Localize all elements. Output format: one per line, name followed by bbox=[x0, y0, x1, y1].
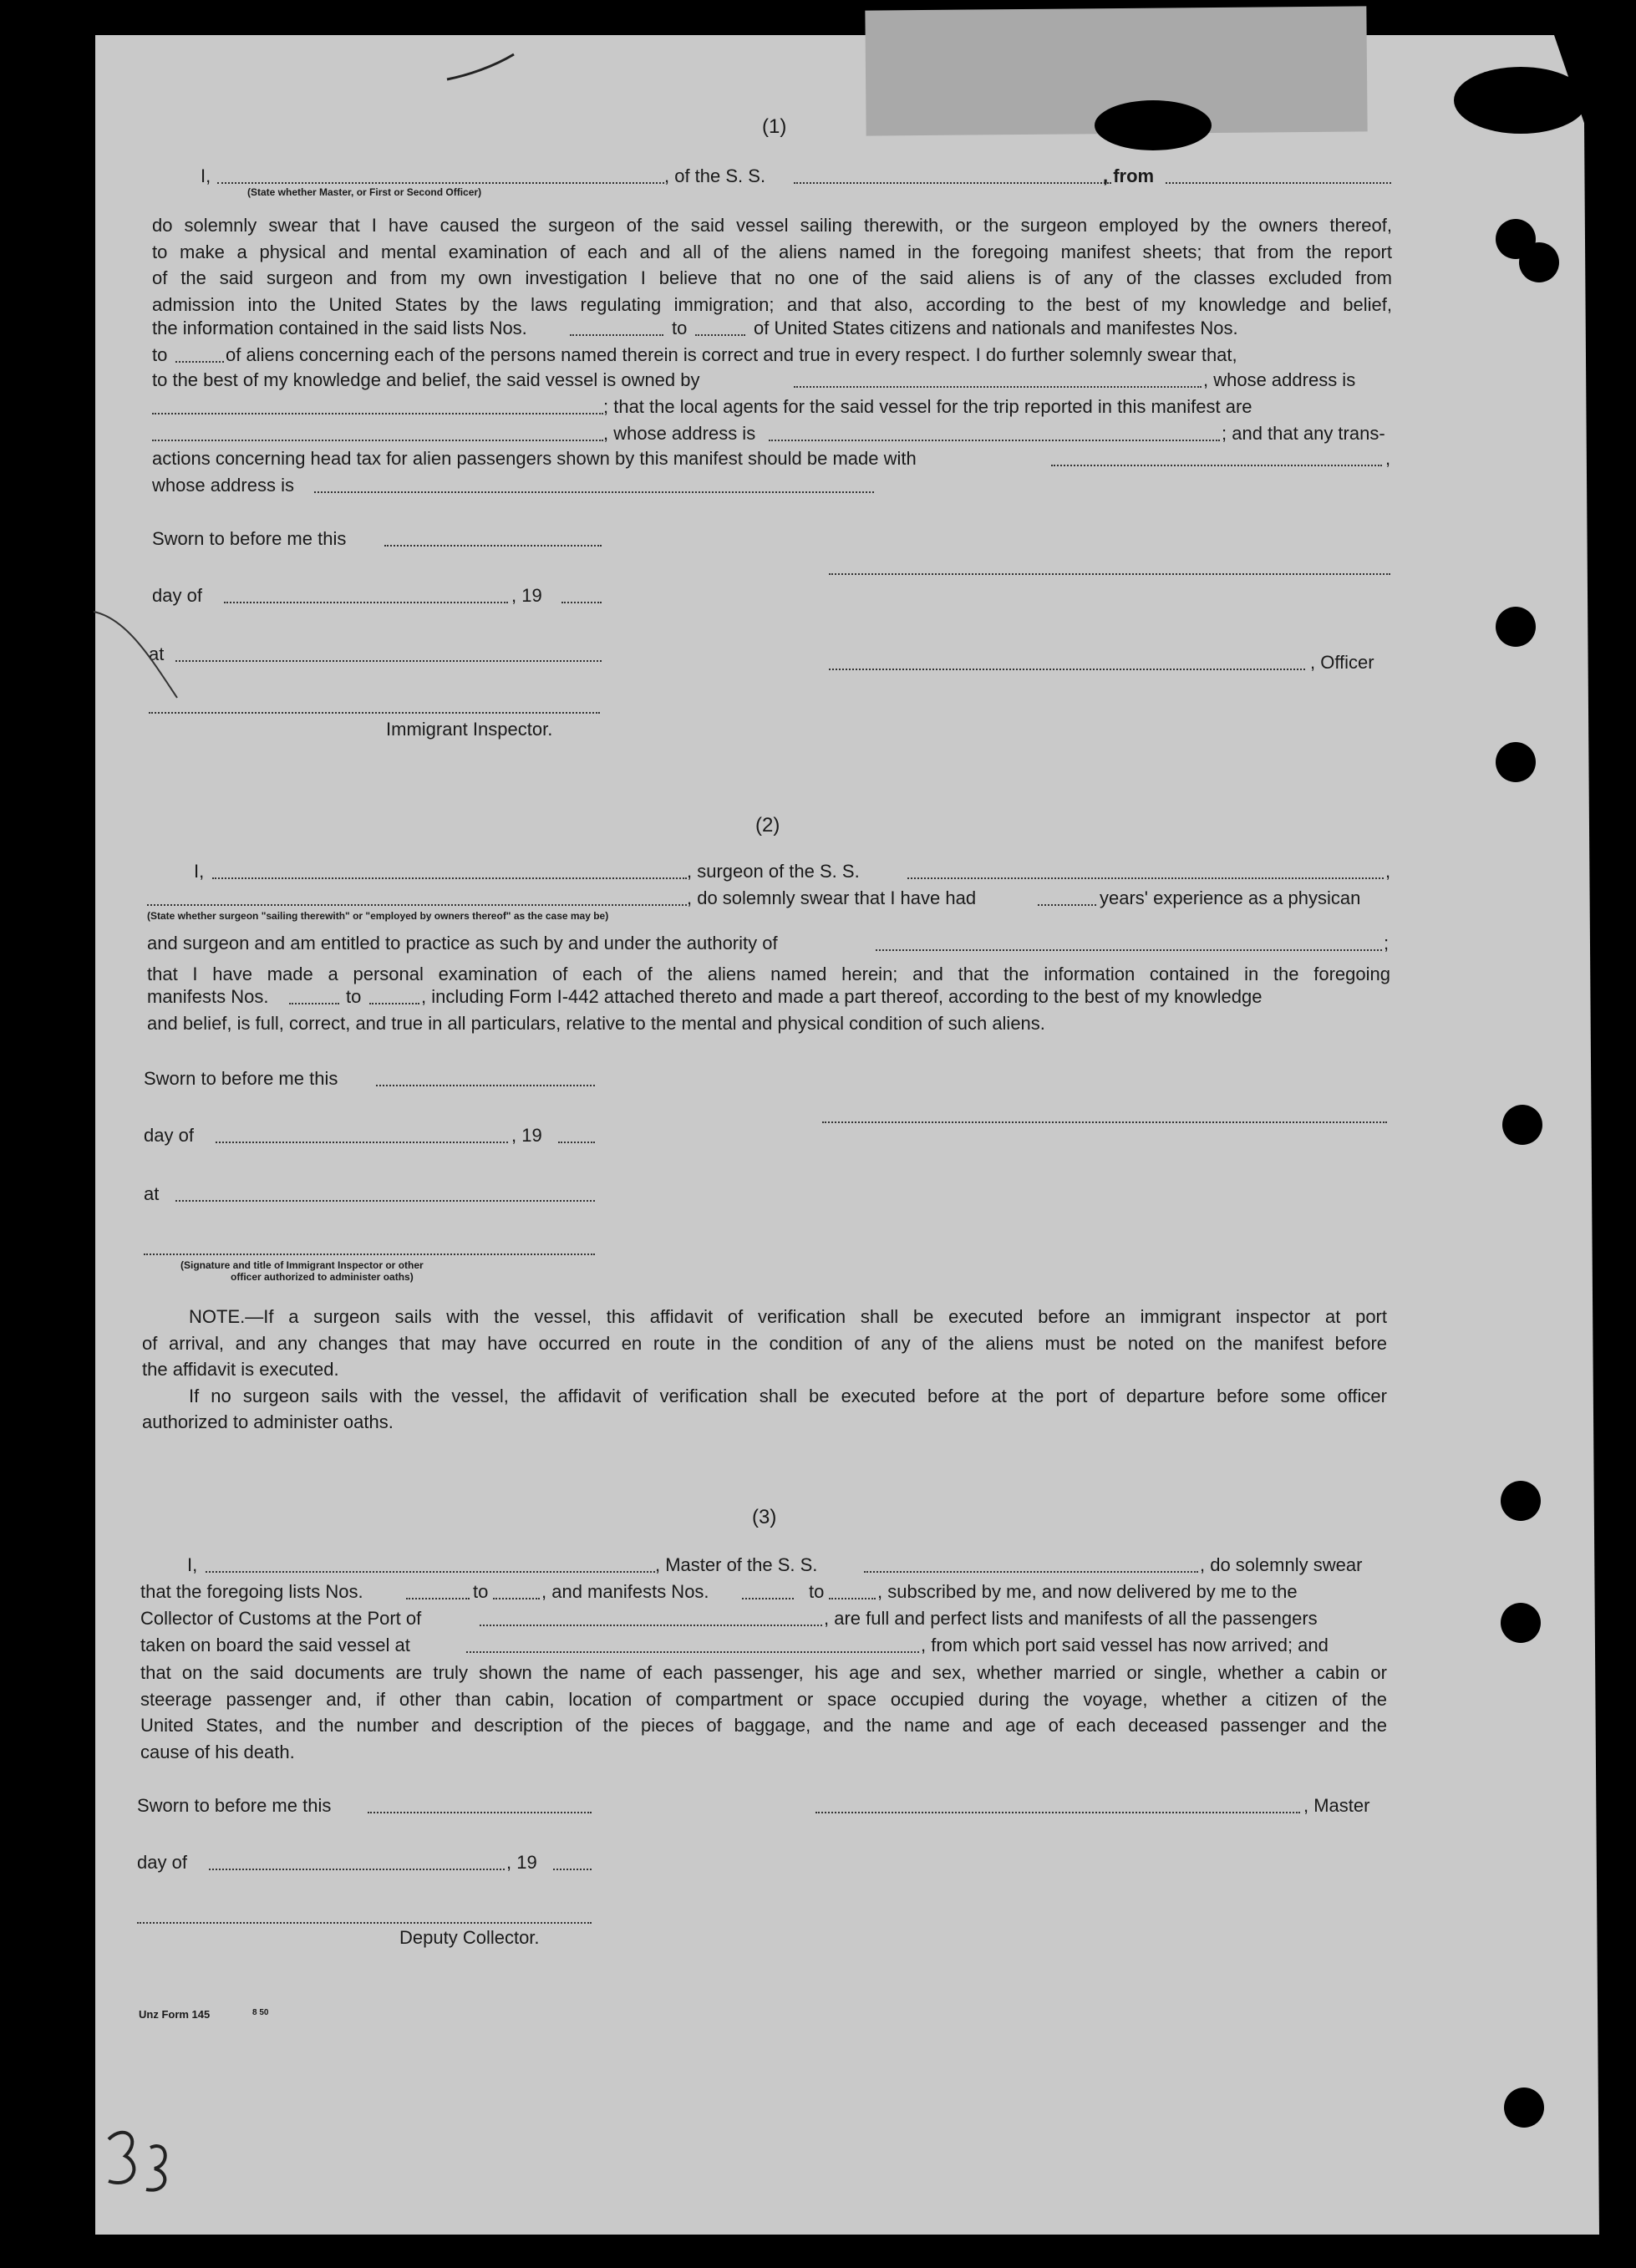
s3-lists-label: that the foregoing lists Nos. bbox=[140, 1581, 363, 1602]
s1-sworn-field[interactable] bbox=[384, 545, 602, 547]
s3-lists-full-label: , are full and perfect lists and manifests of all the passengers bbox=[824, 1608, 1318, 1629]
s1-body bbox=[152, 212, 1392, 318]
s3-master-name-field[interactable] bbox=[206, 1571, 655, 1573]
s1-headtax-field[interactable] bbox=[1051, 465, 1382, 466]
s2-semicolon: ; bbox=[1384, 933, 1390, 953]
s3-collector-signature-field[interactable] bbox=[137, 1922, 592, 1924]
s1-headtax-label: actions concerning head tax for alien passengers shown by this manifest should be made with bbox=[152, 448, 917, 469]
s2-day-of-label: day of bbox=[144, 1125, 194, 1146]
s1-owner-field[interactable] bbox=[794, 386, 1202, 388]
punch-hole bbox=[1501, 1481, 1541, 1521]
s1-to-label: to bbox=[672, 318, 688, 338]
s2-note-line: NOTE.—If a surgeon sails with the vessel, this affidavit of verification shall be executed before an immigrant inspector at port bbox=[189, 1306, 1387, 1327]
s2-form-label: , including Form I-442 attached thereto and made a part thereof, according to the best of my knowledge bbox=[421, 986, 1263, 1007]
section-3-number: (3) bbox=[752, 1506, 777, 1528]
s3-year-field[interactable] bbox=[553, 1869, 592, 1870]
s2-surgeon-type-field[interactable] bbox=[147, 904, 687, 906]
s1-agents-label: ; that the local agents for the said vessel for the trip reported in this manifest are bbox=[603, 396, 1252, 417]
s3-taken-at-field[interactable] bbox=[466, 1651, 919, 1653]
s1-owner-address-label: , whose address is bbox=[1203, 369, 1356, 390]
s2-to-label: to bbox=[346, 986, 362, 1007]
punch-hole bbox=[1496, 742, 1536, 782]
s2-authority-label: and surgeon and am entitled to practice as such by and under the authority of bbox=[147, 933, 778, 953]
s2-sworn-label: Sworn to before me this bbox=[144, 1068, 338, 1089]
s1-of-ss-label: , of the S. S. bbox=[664, 165, 766, 186]
s3-arrived-label: , from which port said vessel has now arrived; and bbox=[921, 1635, 1329, 1655]
s3-body-line: that on the said documents are truly shown the name of each passenger, his age and sex, whether married or single, whether a cabin or bbox=[140, 1662, 1387, 1683]
torn-area bbox=[1095, 100, 1212, 150]
s1-at-label: at bbox=[149, 643, 165, 664]
s1-officer-label: , Officer bbox=[1310, 652, 1374, 673]
s1-whose-address-field[interactable] bbox=[314, 491, 874, 493]
s1-transactions-label: ; and that any trans- bbox=[1222, 423, 1385, 444]
s1-citizens-label: of United States citizens and nationals and manifestes Nos. bbox=[754, 318, 1238, 338]
s2-comma: , bbox=[1385, 861, 1391, 882]
s1-from-label: , from bbox=[1103, 165, 1155, 186]
s2-manifests-label: manifests Nos. bbox=[147, 986, 269, 1007]
s1-body-line: of the said surgeon and from my own investigation I believe that no one of the said aliens is of any of the classes excluded from bbox=[152, 267, 1392, 288]
s2-day-field[interactable] bbox=[216, 1142, 508, 1143]
s3-lists-from-field[interactable] bbox=[406, 1598, 470, 1599]
s3-vessel-field[interactable] bbox=[864, 1571, 1198, 1573]
s1-agents-address-field[interactable] bbox=[769, 440, 1220, 441]
s2-years-field[interactable] bbox=[1038, 904, 1096, 906]
s1-year-label: , 19 bbox=[511, 585, 542, 606]
s3-i-label: I, bbox=[187, 1554, 198, 1575]
s3-manifests-from-field[interactable] bbox=[742, 1598, 794, 1599]
s2-belief-label: and belief, is full, correct, and true in all particulars, relative to the mental and physical condition of such aliens. bbox=[147, 1013, 1045, 1034]
s3-body-line: United States, and the number and description of the pieces of baggage, and the name and age of each deceased passenger and the bbox=[140, 1715, 1387, 1736]
s3-to-label-2: to bbox=[809, 1581, 825, 1602]
punch-hole bbox=[1496, 607, 1536, 647]
s2-manifests-to-field[interactable] bbox=[369, 1003, 419, 1004]
s3-manifests-label: , and manifests Nos. bbox=[541, 1581, 709, 1602]
handwritten-number bbox=[92, 2123, 175, 2198]
s1-body-line: admission into the United States by the laws regulating immigration; and that also, according to the best of my knowledge and belief, bbox=[152, 293, 1392, 315]
s2-body-line: that I have made a personal examination of each of the aliens named herein; and that the information contained in the foregoing bbox=[147, 964, 1390, 984]
punch-hole bbox=[1501, 1603, 1541, 1643]
s1-lists-from-field[interactable] bbox=[570, 334, 663, 336]
s2-note-line: of arrival, and any changes that may have occurred en route in the condition of any of the aliens must be noted on the manifest before bbox=[142, 1332, 1387, 1354]
s2-note-line: If no surgeon sails with the vessel, the affidavit of verification shall be executed before at the port of departure before some officer bbox=[189, 1385, 1387, 1406]
s1-owned-label: to the best of my knowledge and belief, the said vessel is owned by bbox=[152, 369, 700, 390]
punch-hole bbox=[1502, 1105, 1542, 1145]
s3-master-sig-label: , Master bbox=[1303, 1795, 1370, 1816]
s1-agents-address-label: , whose address is bbox=[603, 423, 756, 444]
s1-officer-field[interactable] bbox=[217, 182, 664, 184]
section-2-number: (2) bbox=[755, 814, 780, 837]
s2-sig-note-2: officer authorized to administer oaths) bbox=[231, 1271, 414, 1283]
s3-day-of-label: day of bbox=[137, 1852, 187, 1873]
punch-hole bbox=[1504, 2087, 1544, 2128]
s2-note-line: the affidavit is executed. bbox=[142, 1359, 339, 1380]
s1-body-line: to make a physical and mental examination of each and all of the aliens named in the foregoing manifest sheets; that from the report bbox=[152, 241, 1392, 262]
s3-deputy-label: Deputy Collector. bbox=[399, 1927, 540, 1948]
s3-body-line: steerage passenger and, if other than cabin, location of compartment or space occupied during the voyage, whether a citizen of the bbox=[140, 1688, 1387, 1710]
section-1-number: (1) bbox=[762, 115, 787, 138]
s2-sworn-field[interactable] bbox=[376, 1085, 595, 1086]
s2-year-field[interactable] bbox=[558, 1142, 595, 1143]
s2-surgeon-name-field[interactable] bbox=[212, 877, 687, 879]
s2-years-label: years' experience as a physican bbox=[1100, 887, 1361, 908]
s3-body-line: cause of his death. bbox=[140, 1741, 295, 1762]
pen-mark bbox=[443, 50, 518, 84]
s1-i-label: I, bbox=[201, 165, 211, 186]
s2-vessel-field[interactable] bbox=[907, 877, 1384, 879]
s1-lists-to-field[interactable] bbox=[695, 334, 745, 336]
s1-body-line: do solemnly swear that I have caused the surgeon of the said vessel sailing therewith, or the surgeon employed by the owners thereof, bbox=[152, 215, 1392, 236]
s2-i-label: I, bbox=[194, 861, 205, 882]
s1-signature-field[interactable] bbox=[829, 573, 1390, 575]
s1-agents-field[interactable] bbox=[152, 440, 603, 441]
s3-master-label: , Master of the S. S. bbox=[655, 1554, 818, 1575]
s1-vessel-field[interactable] bbox=[794, 182, 1111, 184]
s3-sworn-label: Sworn to before me this bbox=[137, 1795, 332, 1816]
s3-subscribed-label: , subscribed by me, and now delivered by me to the bbox=[877, 1581, 1298, 1602]
s1-lists-label: the information contained in the said lists Nos. bbox=[152, 318, 527, 338]
s3-master-signature-field[interactable] bbox=[815, 1812, 1300, 1813]
s3-port-field[interactable] bbox=[480, 1625, 822, 1626]
s2-note bbox=[142, 1304, 1387, 1436]
s3-sworn-field[interactable] bbox=[368, 1812, 592, 1813]
s2-body bbox=[147, 961, 1390, 988]
s3-collector-label: Collector of Customs at the Port of bbox=[140, 1608, 422, 1629]
form-code: 8 50 bbox=[252, 2008, 269, 2017]
s1-inspector-label: Immigrant Inspector. bbox=[386, 719, 553, 740]
s2-surgeon-note: (State whether surgeon "sailing therewith" or "employed by owners thereof" as the case may be) bbox=[147, 910, 609, 922]
s1-to-label-2: to bbox=[152, 344, 168, 365]
s1-at-field[interactable] bbox=[175, 660, 602, 662]
s1-comma: , bbox=[1385, 448, 1391, 469]
s1-day-field[interactable] bbox=[224, 602, 508, 603]
s3-lists-to-field[interactable] bbox=[493, 1598, 540, 1599]
s1-manifests-to-field[interactable] bbox=[175, 361, 224, 363]
s2-authority-field[interactable] bbox=[876, 949, 1382, 951]
s2-sig-note-1: (Signature and title of Immigrant Inspector or other bbox=[180, 1259, 424, 1271]
s2-note-line: authorized to administer oaths. bbox=[142, 1411, 394, 1432]
torn-area bbox=[1454, 67, 1588, 134]
s3-year-label: , 19 bbox=[506, 1852, 537, 1873]
s2-swear-label: , do solemnly swear that I have had bbox=[687, 887, 977, 908]
s2-manifests-from-field[interactable] bbox=[289, 1003, 339, 1004]
s3-day-field[interactable] bbox=[209, 1869, 505, 1870]
form-number: Unz Form 145 bbox=[139, 2008, 211, 2021]
s3-taken-label: taken on board the said vessel at bbox=[140, 1635, 410, 1655]
s2-surgeon-label: , surgeon of the S. S. bbox=[687, 861, 860, 882]
s2-at-label: at bbox=[144, 1183, 160, 1204]
s2-year-label: , 19 bbox=[511, 1125, 542, 1146]
s1-owner-address-field[interactable] bbox=[152, 413, 603, 414]
s1-sworn-label: Sworn to before me this bbox=[152, 528, 347, 549]
s1-officer-signature-field[interactable] bbox=[829, 669, 1305, 670]
s3-swear-label: , do solemnly swear bbox=[1200, 1554, 1363, 1575]
s1-year-field[interactable] bbox=[561, 602, 602, 603]
s1-from-field[interactable] bbox=[1166, 182, 1391, 184]
s1-officer-note: (State whether Master, or First or Second Officer) bbox=[247, 186, 482, 198]
s3-to-label: to bbox=[473, 1581, 489, 1602]
s1-whose-address-label: whose address is bbox=[152, 475, 294, 496]
s2-signature-field[interactable] bbox=[822, 1121, 1387, 1123]
punch-hole bbox=[1519, 242, 1559, 282]
s1-aliens-label: of aliens concerning each of the persons named therein is correct and true in every respect. I do further solemnly swear that, bbox=[226, 344, 1237, 365]
s1-inspector-field[interactable] bbox=[149, 712, 600, 714]
s3-manifests-to-field[interactable] bbox=[829, 1598, 876, 1599]
s2-official-signature-field[interactable] bbox=[144, 1254, 595, 1255]
s3-body bbox=[140, 1660, 1387, 1765]
s2-at-field[interactable] bbox=[175, 1200, 595, 1202]
s1-day-of-label: day of bbox=[152, 585, 202, 606]
pen-mark bbox=[94, 610, 185, 702]
